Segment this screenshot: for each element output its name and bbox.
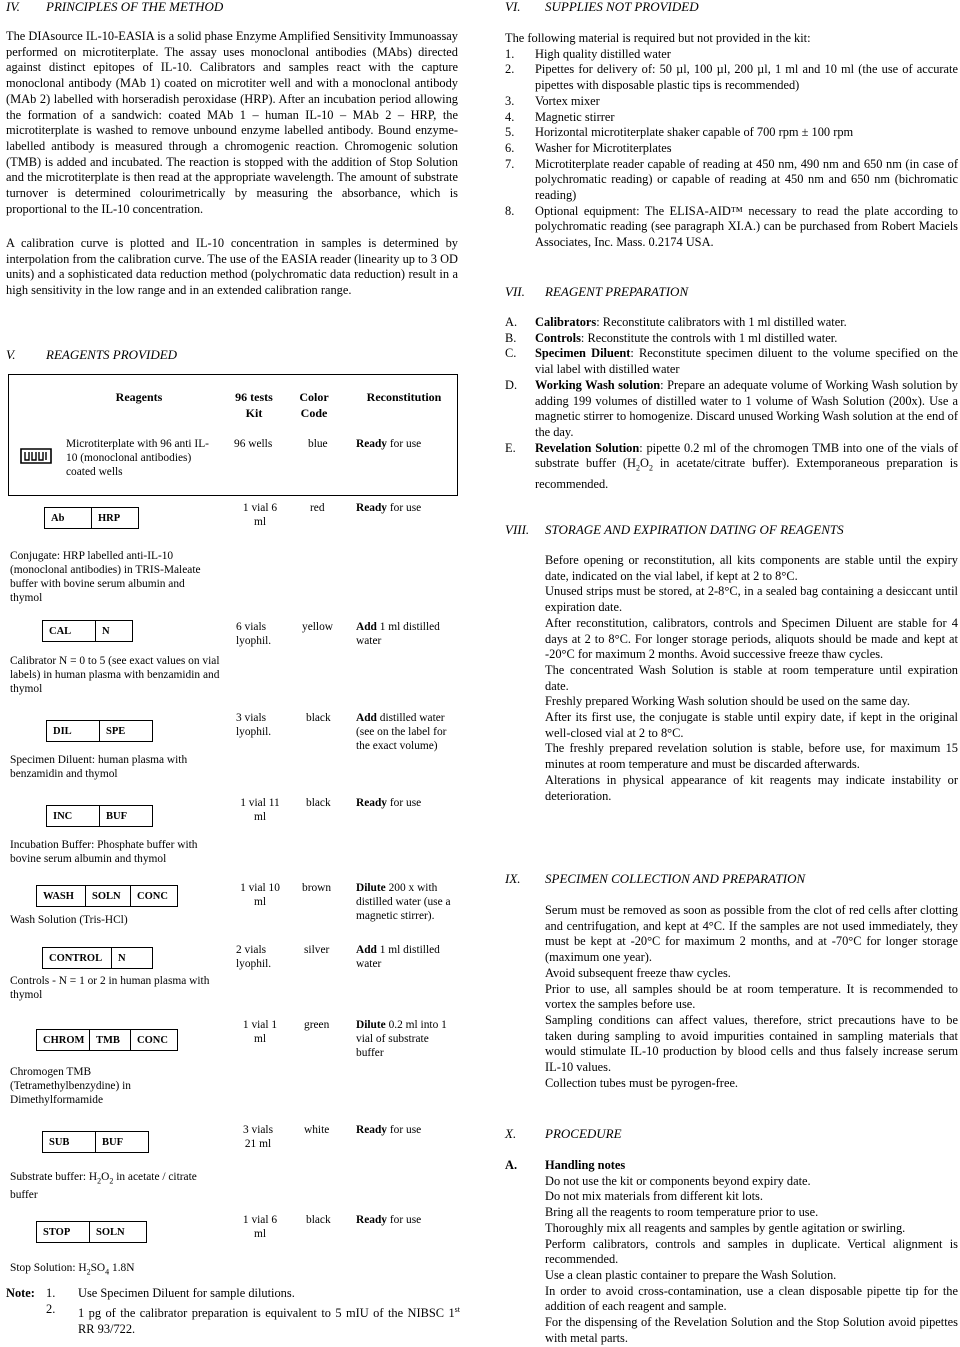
bullet-icon (505, 694, 545, 710)
bullet-icon (505, 773, 545, 804)
row-1-code: Ab HRP (44, 507, 139, 529)
note-2: 1 pg of the calibrator preparation is equivalent to 5 mIU of the NIBSC 1st RR 93/722. (78, 1304, 460, 1336)
header-reconstitution: Reconstitution (366, 390, 442, 404)
section-viii-heading: VIII. STORAGE AND EXPIRATION DATING OF REAGENTS (505, 522, 844, 537)
row-2-code: CAL N (42, 620, 133, 642)
row-2-recon: Add 1 ml distilled water (356, 621, 440, 647)
note-1: Use Specimen Diluent for sample dilutions. (78, 1286, 295, 1300)
row-8-qty: 3 vials 21 ml (242, 1124, 274, 1150)
row-0-recon: Ready for use (356, 438, 422, 450)
row-6-color: silver (304, 944, 330, 956)
row-6-recon: Add 1 ml distilled water (356, 944, 440, 970)
row-0-desc: Microtiterplate with 96 anti IL-10 (monoclonal antibodies) coated wells (66, 438, 209, 478)
row-0-qty: 96 wells (234, 438, 273, 450)
row-8-color: white (304, 1124, 330, 1136)
row-9-color: black (306, 1214, 331, 1226)
row-0-color: blue (308, 438, 328, 450)
bullet-icon (505, 982, 545, 1013)
row-4-recon: Ready for use (356, 797, 422, 809)
bullet-icon (505, 616, 545, 663)
note-label: Note: (6, 1286, 35, 1300)
row-6-qty: 2 vials lyophil. (236, 944, 272, 970)
row-9-qty: 1 vial 6 ml (242, 1214, 278, 1240)
row-7-qty: 1 vial 1 ml (242, 1019, 278, 1045)
header-color: Color Code (299, 390, 329, 420)
section-vi-heading: VI. SUPPLIES NOT PROVIDED (505, 0, 699, 14)
section-vii-body: A. Calibrators: Reconstitute calibrators with 1 ml distilled water. B. Controls: Reconstitute the controls with 1 ml distilled water. C. Specimen Diluent: Reconstitute specimen diluent to the volume specified on the vial label with distilled water D. Working Wash solution: Prepare an adequate volume of Working Wash solution by adding 199 volumes of distilled water to 1 volume of Wash Solution (200x). Use a magnetic stirrer to homogenize. Discard unused Working Wash solution at the end of the day. E. Revelation Solution: pipette 0.2 ml of the chromogen TMB into one of the vials of substrate buffer ($H_2O_2$ in acetate/citrate buffer). Extemporaneous preparation is recommended. (505, 315, 959, 491)
bullet-icon (505, 903, 545, 966)
row-3-recon: Add distilled water (see on the label for the exact volume) (356, 712, 447, 752)
section-v-heading: V. REAGENTS PROVIDED (6, 347, 178, 362)
bullet-icon (505, 741, 545, 772)
row-5-desc: Wash Solution (Tris-HCl) (10, 914, 128, 926)
row-6-desc: Controls - N = 1 or 2 in human plasma with thymol (10, 975, 210, 1001)
row-5-color: brown (302, 882, 332, 894)
bullet-icon (505, 1013, 545, 1076)
section-iv-heading: IV. PRINCIPLES OF THE METHOD (6, 0, 224, 14)
row-4-desc: Incubation Buffer: Phosphate buffer with bovine serum albumin and thymol (10, 839, 198, 865)
row-8-desc: Substrate buffer: $H_2O_2$ in acetate / citrate buffer (10, 1171, 197, 1202)
row-4-code: INC BUF (46, 805, 153, 827)
section-ix-heading: IX. SPECIMEN COLLECTION AND PREPARATION (505, 871, 806, 886)
row-5-recon: Dilute 200 x with distilled water (use a magnetic stirrer). (356, 882, 451, 922)
bullet-icon (505, 710, 545, 741)
row-9-recon: Ready for use (356, 1214, 422, 1226)
row-1-color: red (310, 502, 325, 514)
row-1-recon: Ready for use (356, 502, 422, 514)
row-3-code: DIL SPE (46, 720, 153, 742)
row-7-color: green (304, 1019, 330, 1031)
row-5-code: WASH SOLN CONC (36, 885, 178, 907)
row-2-desc: Calibrator N = 0 to 5 (see exact values on vial labels) in human plasma with benzamidin and thymol (10, 655, 220, 695)
section-viii-body: Before opening or reconstitution, all kits components are stable until the expiry date, indicated on the vial label, if kept at 2 to 8°C. Unused strips must be stored, at 2-8°C, in a sealed bag containing a desiccant until expiration date. After reconstitution, calibrators, controls and Specimen Diluent are stable for 4 days at 2 to 8°C. For longer storage periods, aliquots should be made and kept at -20°C for maximum 2 months. Avoid successive freeze thaw cycles. The concentrated Wash Solution is stable at room temperature until expiration date. Freshly prepared Working Wash solution should be used on the same day. After its first use, the conjugate is stable until expiry date, if kept in the original well-closed vial at 2 to 8°C. The freshly prepared revelation solution is stable, before use, for maximum 15 minutes at room temperature and must be discarded afterwards. Alterations in physical appearance of kit reagents may indicate instability or deterioration. (505, 553, 958, 804)
bullet-icon (505, 553, 545, 584)
row-7-code: CHROM TMB CONC (36, 1029, 178, 1051)
row-6-code: CONTROL N (42, 947, 153, 969)
section-vi-intro: The following material is required but not provided in the kit: (505, 31, 811, 45)
row-1-desc: Conjugate: HRP labelled anti-IL-10 (monoclonal antibodies) in TRIS-Maleate buffer with bovine serum albumin and thymol (10, 550, 201, 604)
section-vii-heading: VII. REAGENT PREPARATION (505, 284, 689, 299)
row-8-recon: Ready for use (356, 1124, 422, 1136)
header-tests: 96 tests Kit (235, 390, 273, 420)
header-reagents: Reagents (115, 390, 163, 404)
row-2-color: yellow (302, 621, 334, 633)
row-1-qty: 1 vial 6 ml (242, 502, 278, 528)
row-3-qty: 3 vials lyophil. (236, 712, 272, 738)
row-8-code: SUB BUF (42, 1131, 149, 1153)
handling-notes-title: Handling notes (545, 1158, 626, 1172)
section-iv-paragraph-2: A calibration curve is plotted and IL-10 concentration in samples is determined by interpolation from the calibration curve. The use of the EASIA reader (linearity up to 3 OD units) and a sophisticated data reduction method (polychromatic data reduction) result in a high sensitivity in the low range and in an extended calibration range. (6, 236, 458, 298)
section-ix-body: Serum must be removed as soon as possible from the clot of red cells after clotting and centrifugation, and kept at 4°C. If the samples are not used immediately, they must be kept at -20°C for maximum 2 months, and at -70°C for longer storage (maximum one year). Avoid subsequent freeze thaw cycles. Prior to use, all samples should be at room temperature. It is recommended to vortex the samples before use. Sampling conditions can affect values, therefore, strict precautions have to be taken during sampling to avoid impurities contained in sampling materials that would stimulate IL-10 production by blood cells and thus falsely increase serum IL-10 values. Collection tubes must be pyrogen-free. (505, 903, 958, 1091)
row-9-desc: Stop Solution: $H_2SO_4$ 1.8N (10, 1262, 135, 1277)
section-x-heading: X. PROCEDURE (505, 1126, 622, 1141)
row-7-desc: Chromogen TMB (Tetramethylbenzydine) in Dimethylformamide (10, 1066, 131, 1106)
section-vi-body: The following material is required but not provided in the kit: 1. High quality distilled water 2. Pipettes for delivery of: 50 µl, 100 µl, 200 µl, 1 ml and 10 ml (the use of accurate pipettes with disposable plastic tips is recommended) 3. Vortex mixer 4. Magnetic stirrer 5. Horizontal microtiterplate shaker capable of 700 rpm ± 100 rpm 6. Washer for Microtiterplates 7. Microtiterplate reader capable of reading at 450 nm, 490 nm and 650 nm (in case of polychromatic reading) or capable of reading at 450 nm and 650 nm (bichromatic reading) 8. Optional equipment: The ELISA-AID™ necessary to read the plate according to polychromatic reading (see paragraph XI.A.) can be purchased from Robert Maciels Associates, Inc. Mass. 0.2174 USA. (505, 31, 958, 250)
bullet-icon (505, 966, 545, 982)
row-7-recon: Dilute 0.2 ml into 1 vial of substrate buffer (356, 1019, 447, 1059)
section-x-body: A. Handling notes Do not use the kit or components beyond expiry date. Do not mix materials from different kit lots. Bring all the reagents to room temperature prior to use. Thoroughly mix all reagents and samples by gentle agitation or swirling. Perform calibrators, controls and samples in duplicate. Vertical alignment is recommended. Use a clean plastic container to prepare the Wash Solution. In order to avoid cross-contamination, use a clean disposable pipette tip for the addition of each reagent and sample. For the dispensing of the Revelation Solution and the Stop Solution avoid pipettes with metal parts. (505, 1158, 958, 1345)
row-4-color: black (306, 797, 331, 809)
microtiterplate-icon (20, 446, 52, 471)
bullet-icon (505, 1076, 545, 1092)
handling-notes: Do not use the kit or components beyond expiry date. Do not mix materials from different kit lots. Bring all the reagents to room temperature prior to use. Thoroughly mix all reagents and samples by gentle agitation or swirling. Perform calibrators, controls and samples in duplicate. Vertical alignment is recommended. Use a clean plastic container to prepare the Wash Solution. In order to avoid cross-contamination, use a clean disposable pipette tip for the addition of each reagent and sample. For the dispensing of the Revelation Solution and the Stop Solution avoid pipettes with metal parts. (545, 1173, 958, 1345)
row-2-qty: 6 vials lyophil. (236, 621, 272, 647)
row-3-desc: Specimen Diluent: human plasma with benzamidin and thymol (10, 754, 188, 780)
section-iv-paragraph: The DIAsource IL-10-EASIA is a solid phase Enzyme Amplified Sensitivity Immunoassay performed on microtiterplate. The assay uses monoclonal antibodies (MAbs) directed against distinct epitopes of IL-10. Calibrators and samples react with the capture monoclonal antibody (MAb 1) coated on microtiter well and with a monoclonal antibody (MAb 2) labelled with horseradish peroxidase (HRP). After an incubation period allowing the formation of a sandwich: coated MAb 1 – human IL-10 – MAb 2 – HRP, the microtiterplate is washed to remove unbound enzyme labelled antibody. Bound enzyme-labelled antibody is measured through a chromogenic reaction. Chromogenic solution (TMB) is added and incubated. The reaction is stopped with the addition of Stop Solution and the microtiterplate is then read at the appropriate wavelength. The amount of substrate turnover is determined colourimetrically by measuring the absorbance, which is proportional to the IL-10 concentration. (6, 29, 458, 216)
bullet-icon (505, 584, 545, 615)
notes: Note: 1. Use Specimen Diluent for sample dilutions. 2. 1 pg of the calibrator preparation is equivalent to 5 mIU of the NIBSC 1st RR 93/722. (6, 1286, 460, 1336)
row-3-color: black (306, 712, 331, 724)
row-5-qty: 1 vial 10 ml (240, 882, 280, 908)
row-4-qty: 1 vial 11 ml (240, 797, 280, 823)
bullet-icon (505, 663, 545, 694)
row-9-code: STOP SOLN (36, 1221, 147, 1243)
